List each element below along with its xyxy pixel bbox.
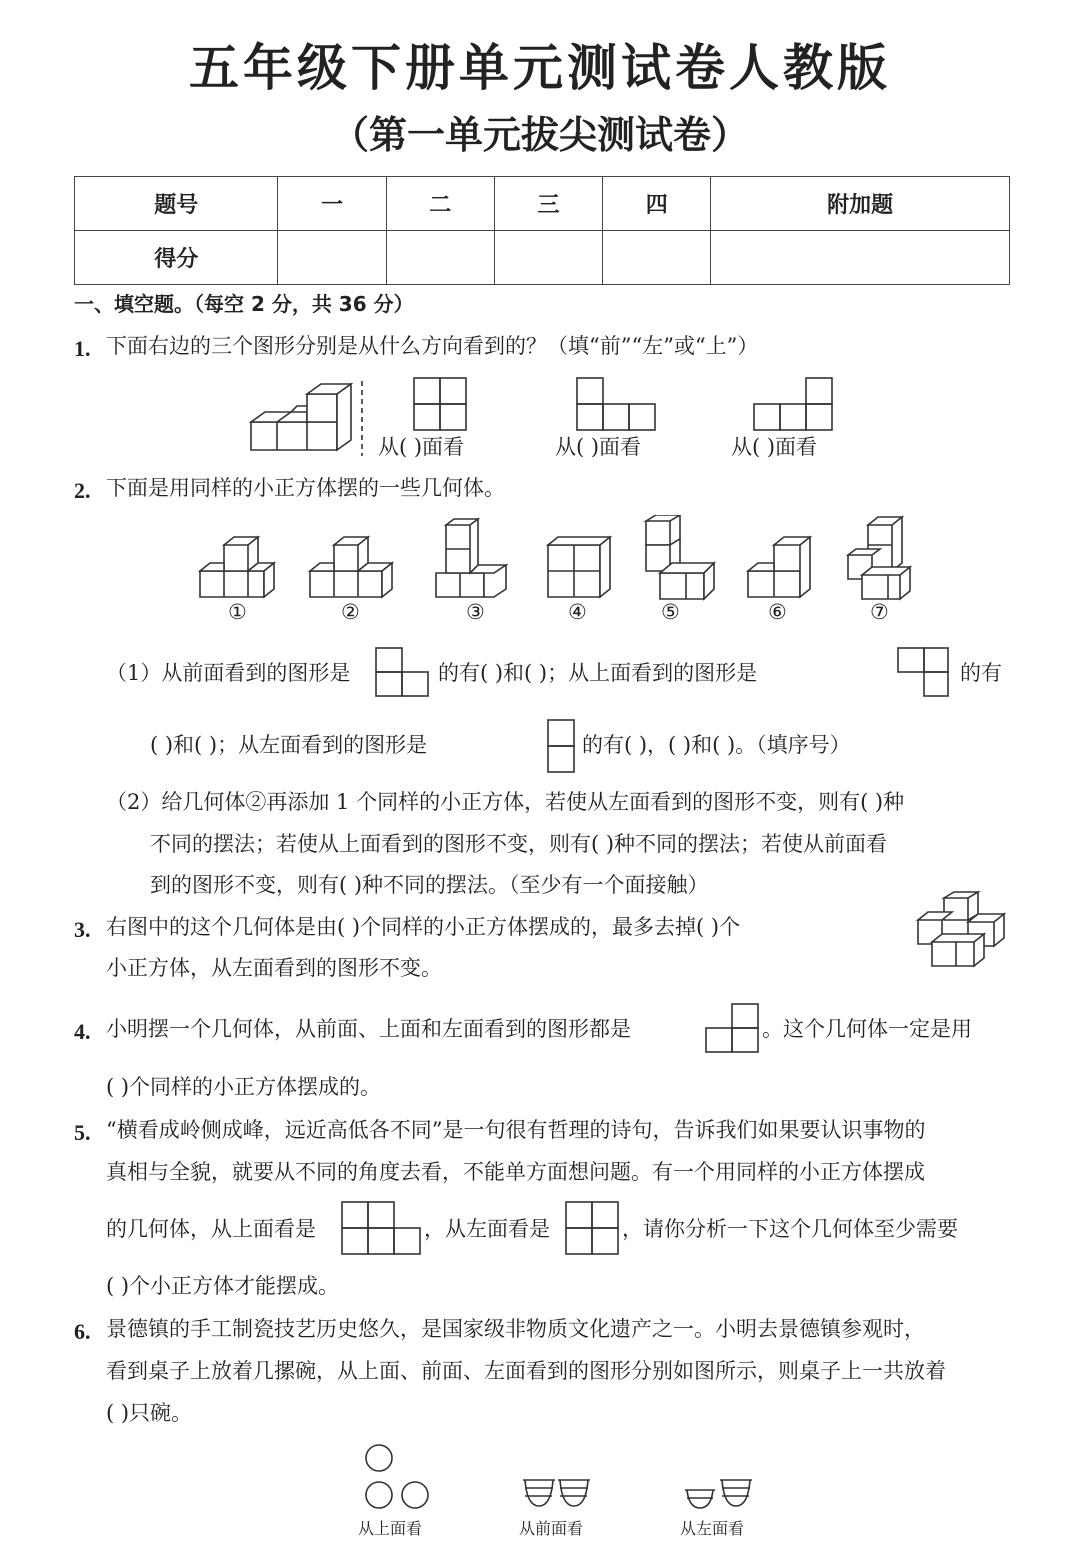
- view-label: 从上面看: [358, 1519, 423, 1538]
- question-text: ( )和( )；从左面看到的图形是: [150, 733, 428, 757]
- solid-2: [310, 537, 392, 597]
- question-text: 。这个几何体一定是用: [762, 1017, 972, 1041]
- answer-blank[interactable]: 从( )面看: [731, 435, 818, 459]
- question-text: ，从左面看是: [424, 1217, 550, 1241]
- solid-1: [200, 537, 274, 597]
- question-number: 1.: [74, 336, 91, 361]
- score-input-cell[interactable]: [603, 231, 711, 285]
- solid-label: ⑥: [768, 600, 787, 624]
- score-input-cell[interactable]: [711, 231, 1010, 285]
- question-text: 的有( )，( )和( )。（填序号）: [582, 733, 851, 757]
- bowl-left-view: [685, 1480, 752, 1508]
- table-cell: 题号: [75, 177, 278, 231]
- solid-label: ④: [568, 600, 587, 624]
- view-label: 从前面看: [519, 1519, 584, 1538]
- table-row: [75, 177, 1010, 231]
- front-view-shape: [374, 646, 430, 700]
- question-text: “横看成岭侧成峰，远近高低各不同”是一句很有哲理的诗句，告诉我们如果要认识事物的: [106, 1118, 926, 1142]
- table-cell: 三: [494, 177, 602, 231]
- solid-6: [748, 537, 810, 597]
- question-text: （1）从前面看到的图形是: [106, 661, 351, 685]
- question-text: 景德镇的手工制瓷技艺历史悠久，是国家级非物质文化遗产之一。小明去景德镇参观时，: [106, 1317, 925, 1341]
- question-text: 下面右边的三个图形分别是从什么方向看到的？（填“前”“左”或“上”）: [106, 334, 759, 358]
- solid-label: ①: [228, 600, 247, 624]
- q3-solid-figure: [912, 890, 1012, 972]
- question-number: 3.: [74, 917, 91, 942]
- score-input-cell[interactable]: [278, 231, 386, 285]
- page-title: 五年级下册单元测试卷人教版: [189, 39, 891, 97]
- question-text: ，请你分析一下这个几何体至少需要: [622, 1217, 958, 1241]
- table-cell: 四: [603, 177, 711, 231]
- score-table: [74, 176, 1010, 285]
- question-text: ( )只碗。: [106, 1401, 193, 1425]
- left-view-shape: [546, 718, 576, 774]
- question-text: 右图中的这个几何体是由( )个同样的小正方体摆成的，最多去掉( )个: [106, 915, 741, 939]
- score-input-cell[interactable]: [494, 231, 602, 285]
- answer-blank[interactable]: 从( )面看: [378, 435, 465, 459]
- question-text: （2）给几何体②再添加 1 个同样的小正方体，若使从左面看到的图形不变，则有( )种: [106, 790, 905, 814]
- question-text: ( )个小正方体才能摆成。: [106, 1274, 340, 1298]
- question-text: ( )个同样的小正方体摆成的。: [106, 1075, 382, 1099]
- table-cell: 得分: [75, 231, 278, 285]
- question-text: 的有( )和( )；从上面看到的图形是: [438, 661, 758, 685]
- solid-3: [436, 519, 506, 597]
- question-text: 看到桌子上放着几摞碗，从上面、前面、左面看到的图形分别如图所示，则桌子上一共放着: [106, 1359, 946, 1383]
- question-text: 下面是用同样的小正方体摆的一些几何体。: [106, 476, 505, 500]
- solid-label: ⑦: [870, 600, 889, 624]
- page-subtitle: （第一单元拔尖测试卷）: [330, 113, 749, 157]
- cube-solid-figure: [251, 384, 351, 450]
- question-text: 真相与全貌，就要从不同的角度去看，不能单方面想问题。有一个用同样的小正方体摆成: [106, 1160, 925, 1184]
- top-view-shape: [896, 646, 952, 700]
- table-row: [75, 231, 1010, 285]
- q4-view-shape: [704, 1002, 760, 1056]
- question-text: 的几何体，从上面看是: [106, 1217, 316, 1241]
- q5-left-view-shape: [564, 1200, 622, 1256]
- question-text: 到的图形不变，则有( )种不同的摆法。（至少有一个面接触）: [150, 873, 709, 897]
- question-text: 小正方体，从左面看到的图形不变。: [106, 956, 442, 980]
- solid-5: [646, 515, 714, 599]
- question-number: 2.: [74, 478, 91, 503]
- question-number: 5.: [74, 1120, 91, 1145]
- bowl-top-view: [366, 1445, 428, 1508]
- question-number: 4.: [74, 1019, 91, 1044]
- table-cell: 附加题: [711, 177, 1010, 231]
- q5-top-view-shape: [340, 1200, 424, 1256]
- table-cell: 一: [278, 177, 386, 231]
- question-text: 的有: [960, 661, 1002, 685]
- q2-solids: [190, 515, 930, 605]
- bowl-front-view: [523, 1480, 590, 1506]
- view-label: 从左面看: [680, 1519, 745, 1538]
- score-input-cell[interactable]: [386, 231, 494, 285]
- solid-7: [848, 517, 910, 599]
- solid-label: ②: [341, 600, 360, 624]
- solid-label: ③: [466, 600, 485, 624]
- question-text: 小明摆一个几何体，从前面、上面和左面看到的图形都是: [106, 1017, 631, 1041]
- table-cell: 二: [386, 177, 494, 231]
- section-heading: 一、填空题。（每空 2 分，共 36 分）: [74, 292, 414, 316]
- question-number: 6.: [74, 1319, 91, 1344]
- solid-label: ⑤: [661, 600, 680, 624]
- answer-blank[interactable]: 从( )面看: [555, 435, 642, 459]
- q6-bowl-views: [355, 1440, 775, 1512]
- question-text: 不同的摆法；若使从上面看到的图形不变，则有( )种不同的摆法；若使从前面看: [150, 832, 888, 856]
- solid-4: [548, 537, 610, 597]
